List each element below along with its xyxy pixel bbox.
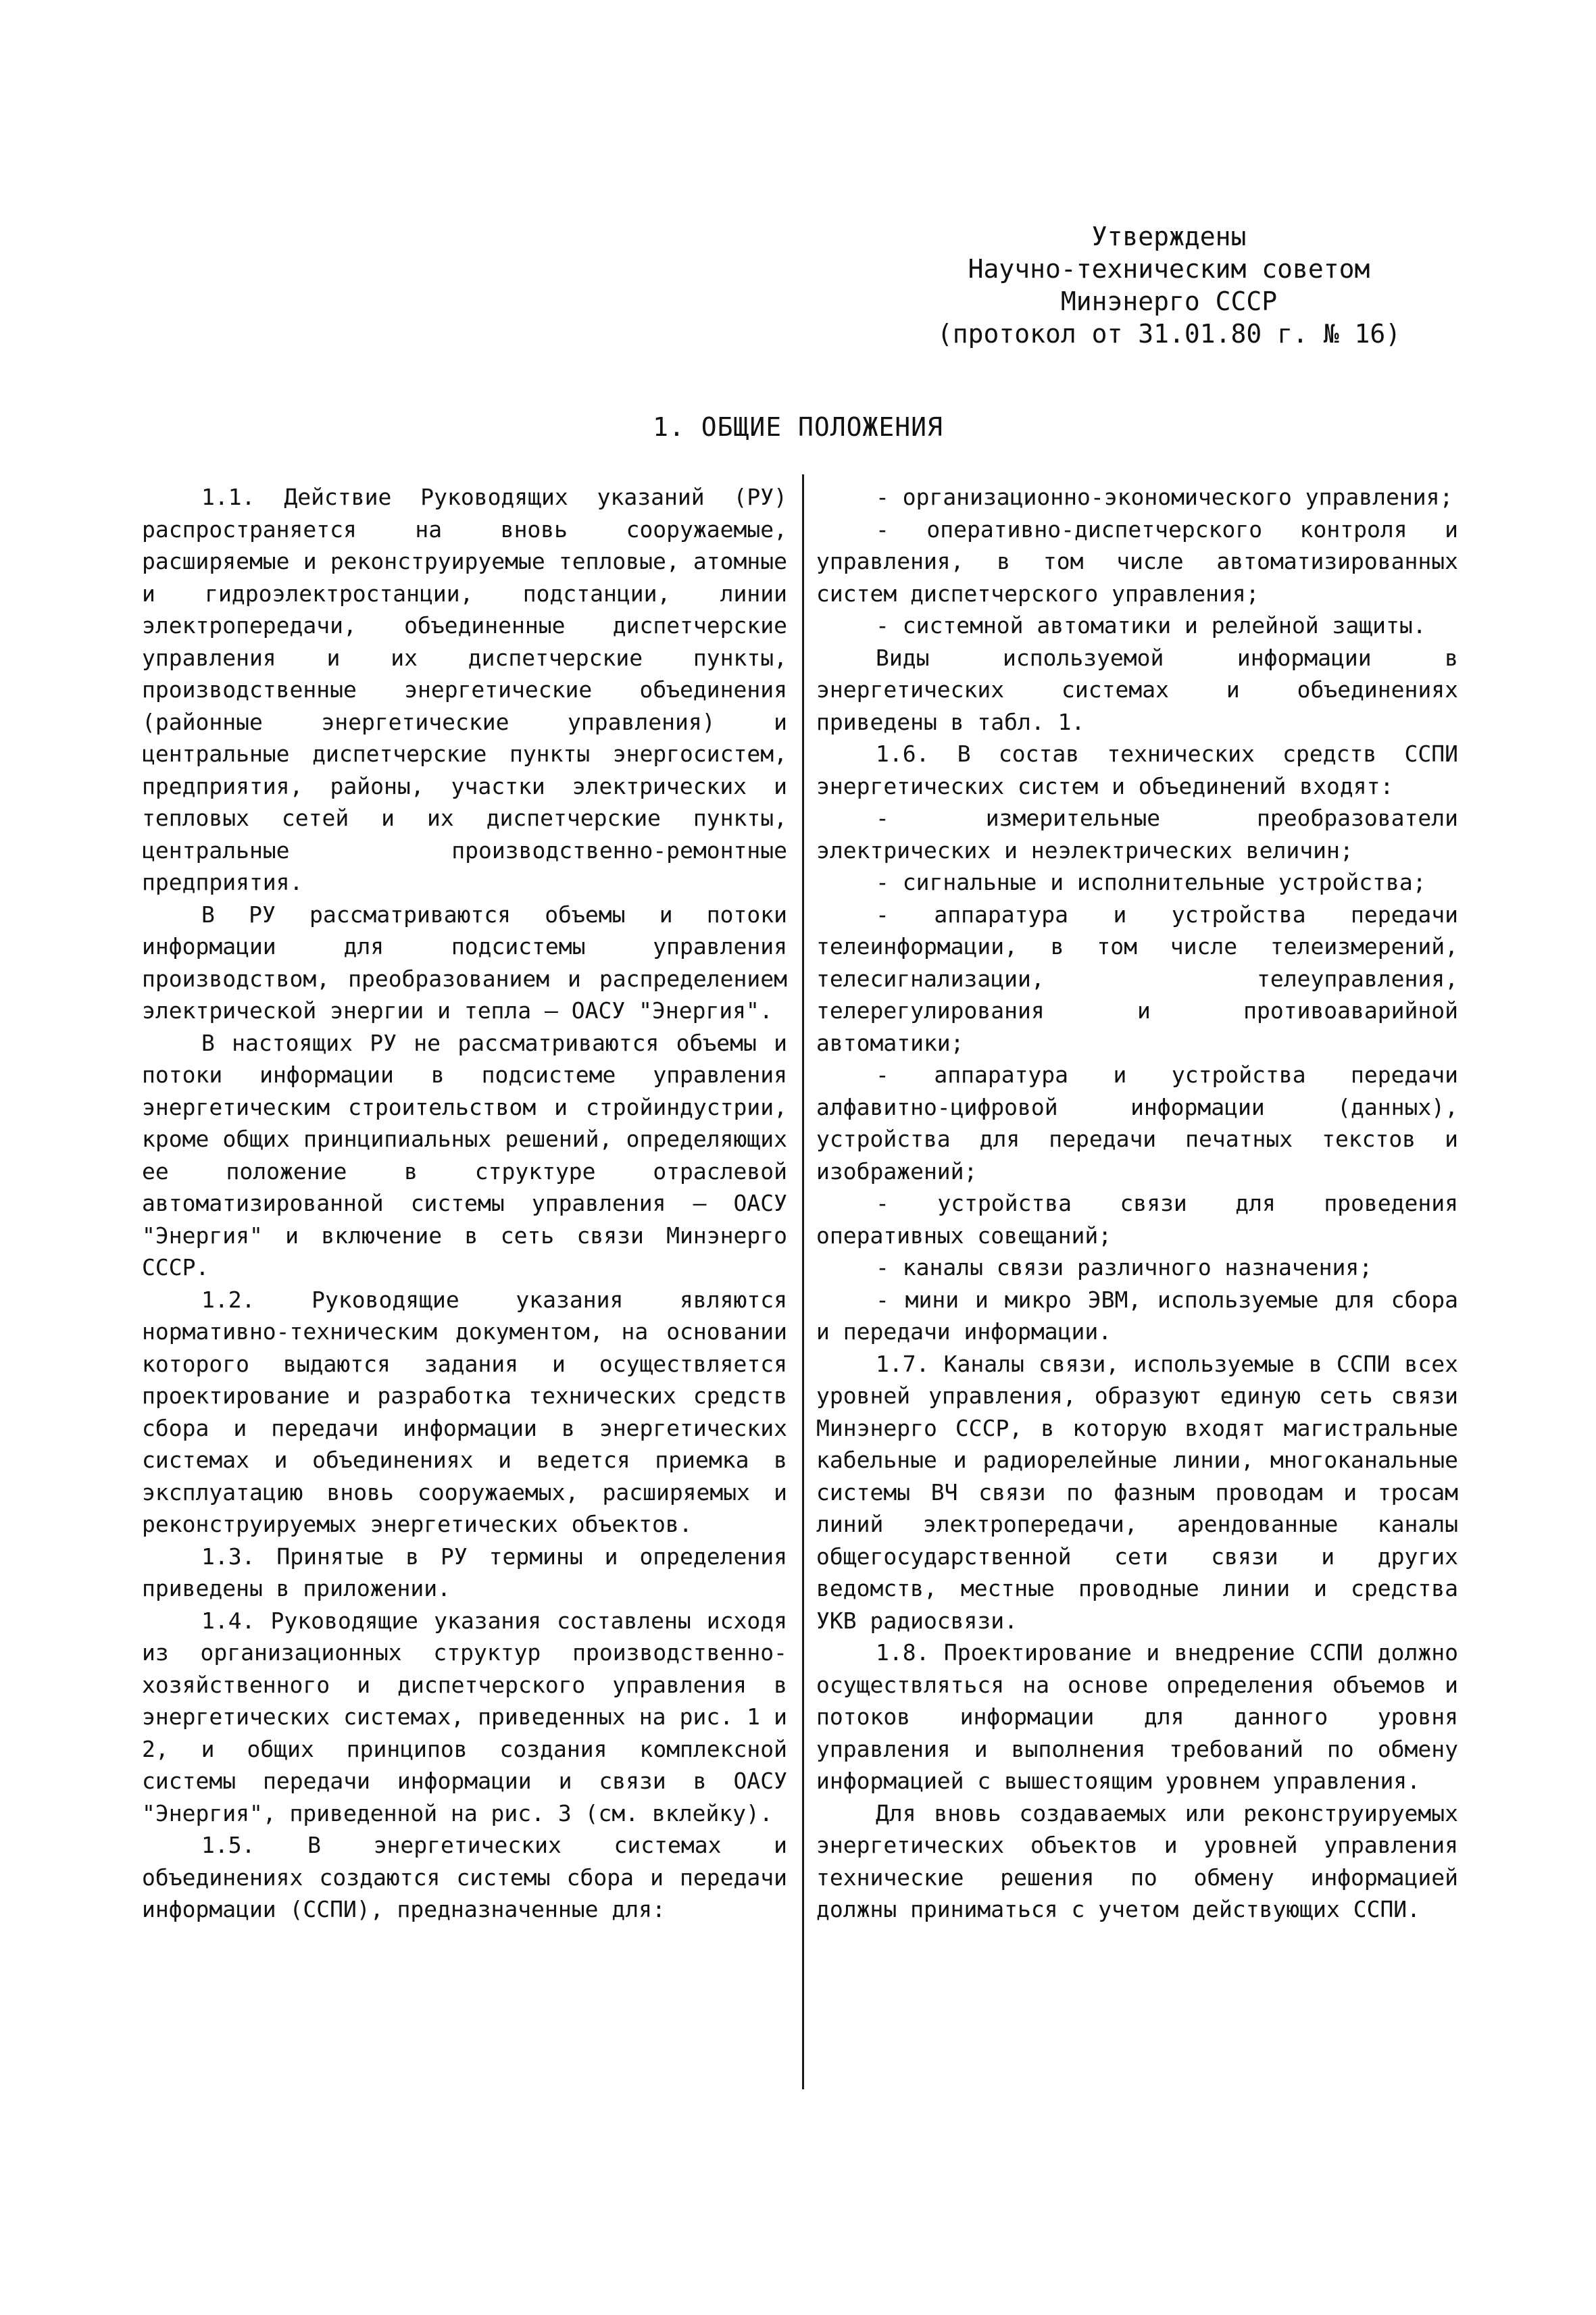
list-item-signal-devices: - сигнальные и исполнительные устройства; <box>876 869 1426 895</box>
paragraph-info-types: Виды используемой информации в энергетических системах и объединениях приведены в табл. 1. <box>816 644 1458 735</box>
approval-stamp <box>899 220 1439 350</box>
approval-line-council: Научно-техническим советом <box>968 254 1370 284</box>
paragraph-exclusions: В настоящих РУ не рассматриваются объемы и потоки информации в подсистеме управления энергетическим строительством и стройиндустрии, кроме общих принципиальных решений, определяющих ее положение в структуре отраслевой автоматизированной системы управления — ОАСУ "Энергия" и включение в сеть связи Минэнерго СССР. <box>142 1029 787 1280</box>
list-item-teleinfo: - аппаратура и устройства передачи телеинформации, в том числе телеизмерений, телесигнализации, телеуправления, телерегулирования и противоаварийной автоматики; <box>816 901 1458 1056</box>
left-column <box>142 481 787 1926</box>
paragraph-1-2: 1.2. Руководящие указания являются нормативно-техническим документом, на основании которого выдаются задания и осуществляется проектирование и разработка технических средств сбора и передачи информации в энергетических системах и объединениях и ведется приемка в эксплуатацию вновь сооружаемых, расширяемых и реконструируемых энергетических объектов. <box>142 1286 787 1537</box>
approval-line-approved: Утверждены <box>1091 222 1247 251</box>
right-column <box>816 481 1458 1926</box>
list-item-channels: - каналы связи различного назначения; <box>876 1254 1373 1280</box>
section-title: 1. ОБЩИЕ ПОЛОЖЕНИЯ <box>653 412 943 442</box>
paragraph-1-1: 1.1. Действие Руководящих указаний (РУ) распространяется на вновь сооружаемые, расширяемые и реконструируемые тепловые, атомные и гидроэлектростанции, подстанции, линии электропередачи, объединенные диспетчерские управления и их диспетчерские пункты, производственные энергетические объединения (районные энергетические управления) и центральные диспетчерские пункты энергосистем, предприятия, районы, участки электрических и тепловых сетей и их диспетчерские пункты, центральные производственно-ремонтные предприятия. <box>142 484 787 895</box>
list-item-transducers: - измерительные преобразователи электрических и неэлектрических величин; <box>816 805 1458 864</box>
list-item-system-automation: - системной автоматики и релейной защиты. <box>876 612 1426 639</box>
paragraph-1-6: 1.6. В состав технических средств ССПИ энергетических систем и объединений входят: <box>816 741 1458 799</box>
list-item-alphanumeric: - аппаратура и устройства передачи алфавитно-цифровой информации (данных), устройства для передачи печатных текстов и изображений; <box>816 1062 1458 1185</box>
list-item-org-economic: - организационно-экономического управления; <box>876 484 1453 510</box>
paragraph-1-4: 1.4. Руководящие указания составлены исходя из организационных структур производственно-хозяйственного и диспетчерского управления в энергетических системах, приведенных на рис. 1 и 2, и общих принципов создания комплексной системы передачи информации и связи в ОАСУ "Энергия", приведенной на рис. 3 (см. вклейку). <box>142 1607 787 1826</box>
list-item-computers: - мини и микро ЭВМ, используемые для сбора и передачи информации. <box>816 1286 1458 1345</box>
paragraph-scope: В РУ рассматриваются объемы и потоки информации для подсистемы управления производством, преобразованием и распределением электрической энергии и тепла — ОАСУ "Энергия". <box>142 901 787 1024</box>
paragraph-1-3: 1.3. Принятые в РУ термины и определения приведены в приложении. <box>142 1543 787 1601</box>
list-item-conference: - устройства связи для проведения оперативных совещаний; <box>816 1190 1458 1249</box>
approval-line-protocol: (протокол от 31.01.80 г. № 16) <box>937 319 1401 349</box>
paragraph-1-8: 1.8. Проектирование и внедрение ССПИ должно осуществляться на основе определения объемов и потоков информации для данного уровня управления и выполнения требований по обмену информацией с вышестоящим уровнем управления. <box>816 1639 1458 1794</box>
paragraph-1-7: 1.7. Каналы связи, используемые в ССПИ всех уровней управления, образуют единую сеть связи Минэнерго СССР, в которую входят магистральные кабельные и радиорелейные линии, многоканальные системы ВЧ связи по фазным проводам и тросам линий электропередачи, арендованные каналы общегосударственной сети связи и других ведомств, местные проводные линии и средства УКВ радиосвязи. <box>816 1350 1458 1634</box>
approval-line-ministry: Минэнерго СССР <box>1060 287 1278 316</box>
list-item-dispatch-control: - оперативно-диспетчерского контроля и управления, в том числе автоматизированных систем диспетчерского управления; <box>816 516 1458 607</box>
column-divider <box>802 474 804 2089</box>
paragraph-1-5: 1.5. В энергетических системах и объединениях создаются системы сбора и передачи информации (ССПИ), предназначенные для: <box>142 1832 787 1922</box>
paragraph-new-objects: Для вновь создаваемых или реконструируемых энергетических объектов и уровней управления технические решения по обмену информацией должны приниматься с учетом действующих ССПИ. <box>816 1799 1458 1922</box>
